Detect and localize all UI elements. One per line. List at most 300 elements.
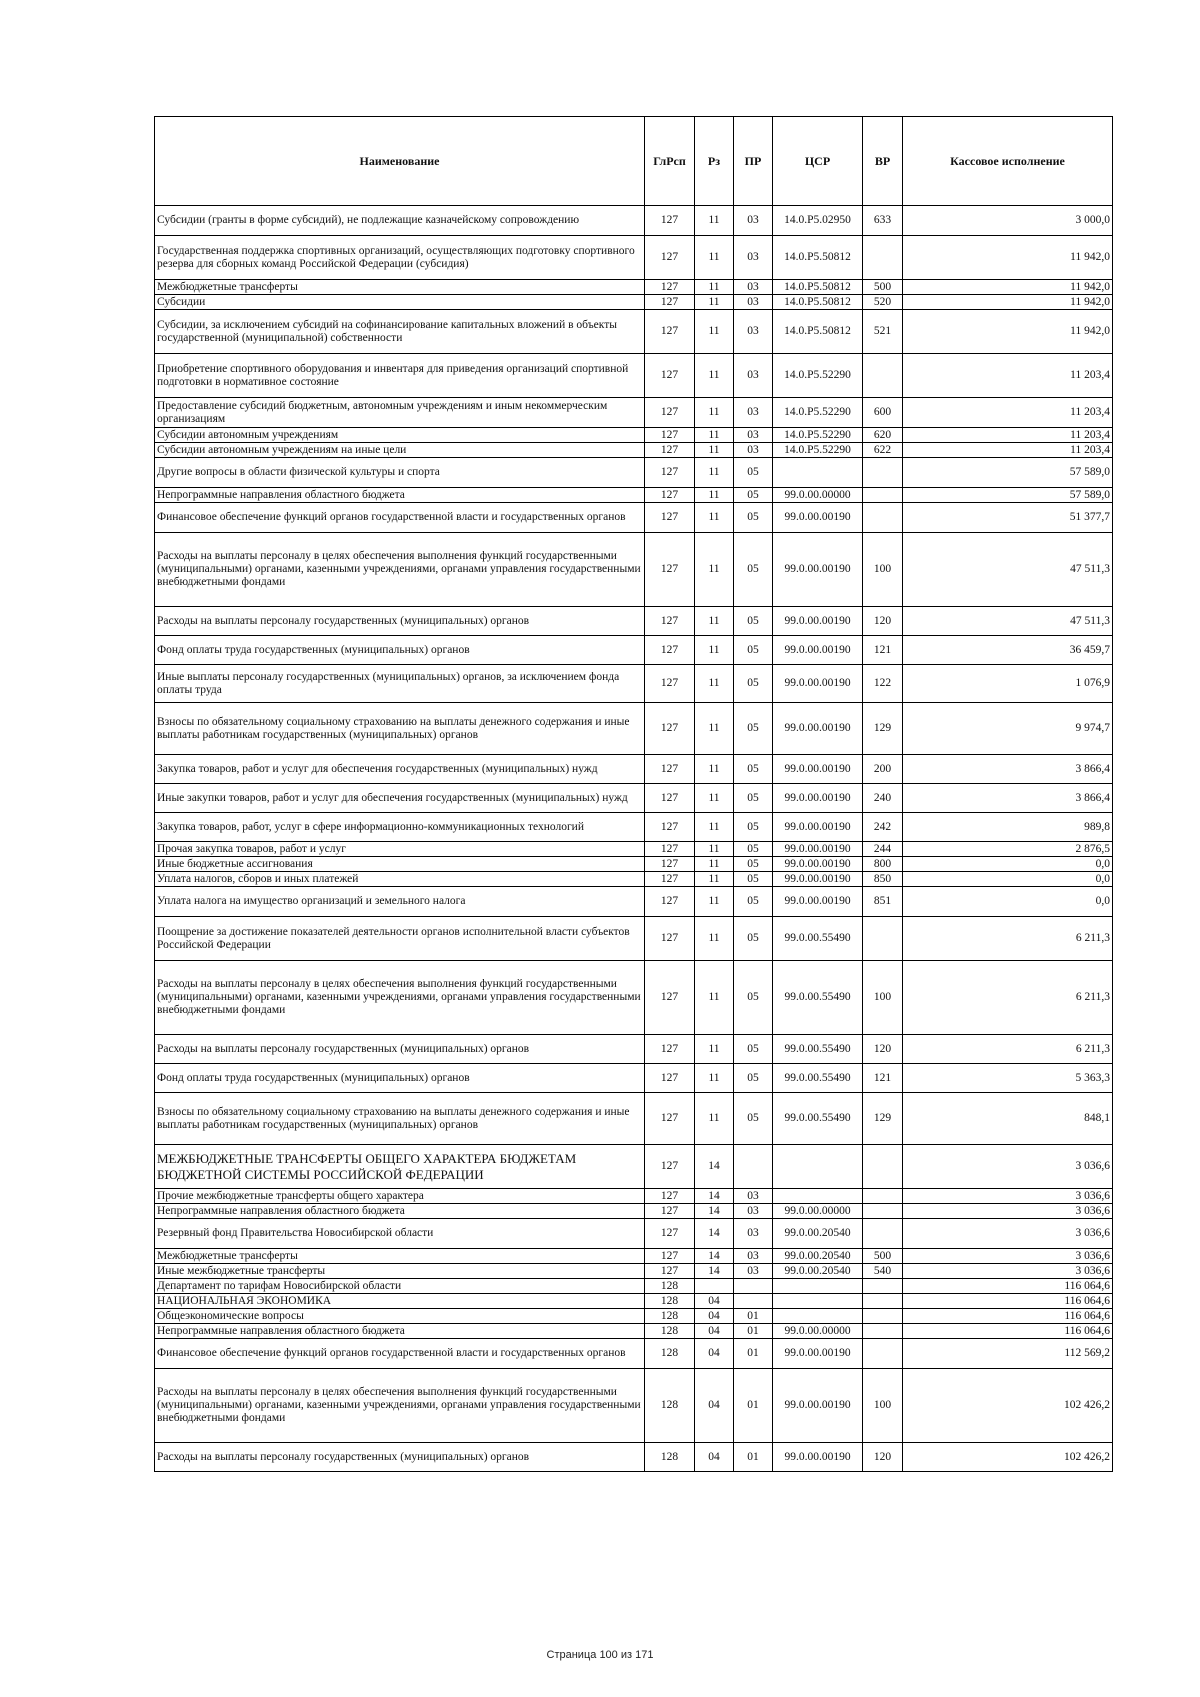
cell-csr: 99.0.00.55490 <box>773 961 863 1035</box>
cell-vr <box>863 458 903 488</box>
cell-vr <box>863 917 903 961</box>
cell-rz: 04 <box>695 1324 734 1339</box>
cell-pr <box>734 1294 773 1309</box>
cell-glrsp: 127 <box>645 1264 695 1279</box>
cell-vr: 120 <box>863 1443 903 1472</box>
cell-glrsp: 127 <box>645 1035 695 1064</box>
cell-rz: 11 <box>695 842 734 857</box>
cell-rz: 14 <box>695 1189 734 1204</box>
cell-pr: 05 <box>734 813 773 842</box>
cell-amount: 0,0 <box>903 857 1113 872</box>
cell-name: Иные бюджетные ассигнования <box>155 857 645 872</box>
cell-rz: 11 <box>695 813 734 842</box>
table-row <box>155 607 1113 636</box>
cell-amount: 36 459,7 <box>903 636 1113 665</box>
cell-name: Департамент по тарифам Новосибирской области <box>155 1279 645 1294</box>
table-row <box>155 533 1113 607</box>
table-header-row <box>155 117 1113 206</box>
cell-glrsp: 128 <box>645 1369 695 1443</box>
cell-amount: 6 211,3 <box>903 1035 1113 1064</box>
cell-glrsp: 127 <box>645 443 695 458</box>
table-row <box>155 1294 1113 1309</box>
cell-pr: 05 <box>734 784 773 813</box>
cell-amount: 57 589,0 <box>903 488 1113 503</box>
cell-pr: 03 <box>734 1189 773 1204</box>
cell-vr: 521 <box>863 310 903 354</box>
header-glrsp: ГлРсп <box>645 117 695 206</box>
cell-amount: 3 036,6 <box>903 1189 1113 1204</box>
cell-csr: 14.0.P5.52290 <box>773 398 863 428</box>
cell-vr <box>863 1145 903 1189</box>
cell-glrsp: 127 <box>645 354 695 398</box>
cell-csr: 99.0.00.00000 <box>773 1204 863 1219</box>
table-row <box>155 1145 1113 1189</box>
cell-amount: 11 942,0 <box>903 236 1113 280</box>
cell-amount: 47 511,3 <box>903 607 1113 636</box>
cell-csr: 99.0.00.00190 <box>773 872 863 887</box>
cell-glrsp: 127 <box>645 1249 695 1264</box>
cell-name: Субсидии (гранты в форме субсидий), не подлежащие казначейскому сопровождению <box>155 206 645 236</box>
cell-glrsp: 127 <box>645 488 695 503</box>
cell-rz: 14 <box>695 1249 734 1264</box>
table-row <box>155 488 1113 503</box>
table-row <box>155 961 1113 1035</box>
cell-glrsp: 127 <box>645 1145 695 1189</box>
cell-name: Иные межбюджетные трансферты <box>155 1264 645 1279</box>
cell-pr: 05 <box>734 842 773 857</box>
cell-pr: 01 <box>734 1443 773 1472</box>
table-row <box>155 1249 1113 1264</box>
cell-csr: 99.0.00.00190 <box>773 703 863 755</box>
table-row <box>155 1204 1113 1219</box>
cell-name: Иные выплаты персоналу государственных (муниципальных) органов, за исключением фонда оплаты труда <box>155 665 645 703</box>
page-total: 171 <box>635 1649 654 1661</box>
cell-vr: 633 <box>863 206 903 236</box>
cell-csr: 14.0.P5.02950 <box>773 206 863 236</box>
cell-name: Расходы на выплаты персоналу в целях обеспечения выполнения функций государственными (муниципальными) органами, казенными учреждениями, органами управления государственными внебюджетными фондами <box>155 1369 645 1443</box>
cell-amount: 116 064,6 <box>903 1324 1113 1339</box>
cell-csr: 99.0.00.00190 <box>773 887 863 917</box>
table-row <box>155 872 1113 887</box>
cell-pr: 03 <box>734 280 773 295</box>
cell-rz: 14 <box>695 1145 734 1189</box>
cell-vr <box>863 488 903 503</box>
cell-rz: 11 <box>695 428 734 443</box>
cell-rz: 04 <box>695 1443 734 1472</box>
cell-rz: 11 <box>695 354 734 398</box>
cell-pr: 03 <box>734 1204 773 1219</box>
cell-amount: 0,0 <box>903 872 1113 887</box>
cell-rz: 04 <box>695 1309 734 1324</box>
cell-rz: 11 <box>695 443 734 458</box>
cell-amount: 116 064,6 <box>903 1309 1113 1324</box>
cell-vr: 244 <box>863 842 903 857</box>
cell-vr <box>863 1339 903 1369</box>
cell-amount: 989,8 <box>903 813 1113 842</box>
cell-csr: 99.0.00.00190 <box>773 1443 863 1472</box>
cell-amount: 116 064,6 <box>903 1279 1113 1294</box>
cell-amount: 11 942,0 <box>903 280 1113 295</box>
cell-pr: 03 <box>734 354 773 398</box>
cell-rz: 11 <box>695 206 734 236</box>
cell-amount: 3 036,6 <box>903 1145 1113 1189</box>
cell-name: МЕЖБЮДЖЕТНЫЕ ТРАНСФЕРТЫ ОБЩЕГО ХАРАКТЕРА БЮДЖЕТАМ БЮДЖЕТНОЙ СИСТЕМЫ РОССИЙСКОЙ ФЕДЕРАЦИИ <box>155 1145 645 1189</box>
table-row <box>155 1264 1113 1279</box>
cell-glrsp: 127 <box>645 784 695 813</box>
table-row <box>155 236 1113 280</box>
cell-vr: 121 <box>863 1064 903 1093</box>
cell-csr: 99.0.00.00190 <box>773 784 863 813</box>
cell-amount: 11 942,0 <box>903 295 1113 310</box>
cell-glrsp: 127 <box>645 872 695 887</box>
table-row <box>155 1443 1113 1472</box>
cell-csr: 99.0.00.00190 <box>773 1369 863 1443</box>
cell-amount: 11 942,0 <box>903 310 1113 354</box>
cell-glrsp: 128 <box>645 1309 695 1324</box>
cell-pr: 05 <box>734 917 773 961</box>
cell-rz: 11 <box>695 295 734 310</box>
cell-name: Расходы на выплаты персоналу в целях обеспечения выполнения функций государственными (муниципальными) органами, казенными учреждениями, органами управления государственными внебюджетными фондами <box>155 961 645 1035</box>
cell-vr <box>863 1204 903 1219</box>
cell-csr: 99.0.00.00190 <box>773 533 863 607</box>
header-rz: Рз <box>695 117 734 206</box>
cell-name: Непрограммные направления областного бюджета <box>155 488 645 503</box>
cell-pr: 05 <box>734 1035 773 1064</box>
cell-csr: 14.0.P5.50812 <box>773 280 863 295</box>
cell-amount: 11 203,4 <box>903 443 1113 458</box>
cell-name: Другие вопросы в области физической культуры и спорта <box>155 458 645 488</box>
page-label: Страница <box>546 1649 597 1661</box>
cell-vr: 121 <box>863 636 903 665</box>
cell-pr: 05 <box>734 607 773 636</box>
cell-glrsp: 128 <box>645 1324 695 1339</box>
cell-pr: 03 <box>734 310 773 354</box>
cell-amount: 5 363,3 <box>903 1064 1113 1093</box>
cell-name: Государственная поддержка спортивных организаций, осуществляющих подготовку спортивного резерва для сборных команд Российской Федерации (субсидия) <box>155 236 645 280</box>
cell-name: Расходы на выплаты персоналу государственных (муниципальных) органов <box>155 1035 645 1064</box>
cell-rz <box>695 1279 734 1294</box>
cell-vr: 240 <box>863 784 903 813</box>
cell-pr: 05 <box>734 503 773 533</box>
cell-rz: 11 <box>695 703 734 755</box>
cell-csr <box>773 458 863 488</box>
cell-csr: 14.0.P5.50812 <box>773 236 863 280</box>
cell-csr: 14.0.P5.52290 <box>773 443 863 458</box>
cell-vr: 600 <box>863 398 903 428</box>
cell-amount: 116 064,6 <box>903 1294 1113 1309</box>
cell-glrsp: 127 <box>645 813 695 842</box>
cell-csr: 99.0.00.20540 <box>773 1219 863 1249</box>
cell-csr: 14.0.P5.50812 <box>773 310 863 354</box>
cell-name: Уплата налога на имущество организаций и земельного налога <box>155 887 645 917</box>
cell-glrsp: 128 <box>645 1294 695 1309</box>
cell-pr: 05 <box>734 488 773 503</box>
cell-amount: 11 203,4 <box>903 354 1113 398</box>
table-row <box>155 703 1113 755</box>
table-row <box>155 1064 1113 1093</box>
cell-rz: 11 <box>695 961 734 1035</box>
cell-name: Расходы на выплаты персоналу государственных (муниципальных) органов <box>155 607 645 636</box>
cell-name: Непрограммные направления областного бюджета <box>155 1324 645 1339</box>
cell-pr: 01 <box>734 1309 773 1324</box>
cell-amount: 1 076,9 <box>903 665 1113 703</box>
table-row <box>155 784 1113 813</box>
cell-glrsp: 127 <box>645 961 695 1035</box>
cell-vr: 500 <box>863 1249 903 1264</box>
cell-glrsp: 128 <box>645 1279 695 1294</box>
cell-vr: 242 <box>863 813 903 842</box>
budget-execution-table <box>154 116 1113 1472</box>
cell-name: Непрограммные направления областного бюджета <box>155 1204 645 1219</box>
cell-name: Финансовое обеспечение функций органов государственной власти и государственных органов <box>155 503 645 533</box>
cell-csr <box>773 1189 863 1204</box>
cell-rz: 11 <box>695 398 734 428</box>
cell-glrsp: 127 <box>645 236 695 280</box>
cell-name: Поощрение за достижение показателей деятельности органов исполнительной власти субъектов Российской Федерации <box>155 917 645 961</box>
cell-amount: 9 974,7 <box>903 703 1113 755</box>
cell-rz: 11 <box>695 488 734 503</box>
cell-pr: 03 <box>734 1264 773 1279</box>
cell-name: Фонд оплаты труда государственных (муниципальных) органов <box>155 1064 645 1093</box>
cell-name: Расходы на выплаты персоналу государственных (муниципальных) органов <box>155 1443 645 1472</box>
cell-name: Субсидии автономным учреждениям <box>155 428 645 443</box>
cell-rz: 11 <box>695 755 734 784</box>
cell-vr: 100 <box>863 1369 903 1443</box>
table-row <box>155 813 1113 842</box>
cell-csr: 99.0.00.00000 <box>773 1324 863 1339</box>
cell-pr: 01 <box>734 1339 773 1369</box>
cell-vr: 622 <box>863 443 903 458</box>
cell-amount: 6 211,3 <box>903 917 1113 961</box>
cell-rz: 14 <box>695 1219 734 1249</box>
cell-csr <box>773 1309 863 1324</box>
cell-pr: 03 <box>734 295 773 310</box>
table-row <box>155 443 1113 458</box>
header-amount: Кассовое исполнение <box>903 117 1113 206</box>
cell-glrsp: 127 <box>645 703 695 755</box>
cell-pr: 05 <box>734 857 773 872</box>
cell-vr: 850 <box>863 872 903 887</box>
cell-rz: 11 <box>695 236 734 280</box>
cell-vr: 500 <box>863 280 903 295</box>
cell-vr <box>863 1294 903 1309</box>
cell-csr: 99.0.00.00190 <box>773 607 863 636</box>
cell-pr: 03 <box>734 206 773 236</box>
cell-glrsp: 127 <box>645 755 695 784</box>
cell-rz: 11 <box>695 872 734 887</box>
cell-glrsp: 127 <box>645 428 695 443</box>
table-row <box>155 665 1113 703</box>
cell-pr: 03 <box>734 236 773 280</box>
cell-csr: 99.0.00.20540 <box>773 1249 863 1264</box>
cell-amount: 3 036,6 <box>903 1264 1113 1279</box>
cell-amount: 6 211,3 <box>903 961 1113 1035</box>
cell-rz: 11 <box>695 636 734 665</box>
cell-glrsp: 127 <box>645 636 695 665</box>
cell-amount: 102 426,2 <box>903 1369 1113 1443</box>
cell-amount: 0,0 <box>903 887 1113 917</box>
cell-vr <box>863 1189 903 1204</box>
cell-amount: 112 569,2 <box>903 1339 1113 1369</box>
cell-pr: 05 <box>734 872 773 887</box>
cell-csr: 99.0.00.55490 <box>773 1093 863 1145</box>
cell-vr: 851 <box>863 887 903 917</box>
cell-vr: 129 <box>863 1093 903 1145</box>
cell-csr: 99.0.00.00000 <box>773 488 863 503</box>
cell-pr: 05 <box>734 961 773 1035</box>
cell-name: Закупка товаров, работ, услуг в сфере информационно-коммуникационных технологий <box>155 813 645 842</box>
table-row <box>155 755 1113 784</box>
cell-csr: 99.0.00.00190 <box>773 503 863 533</box>
cell-name: Общеэкономические вопросы <box>155 1309 645 1324</box>
cell-pr <box>734 1145 773 1189</box>
cell-glrsp: 127 <box>645 842 695 857</box>
page-footer <box>0 1649 1200 1661</box>
cell-amount: 3 036,6 <box>903 1204 1113 1219</box>
cell-pr: 03 <box>734 1219 773 1249</box>
cell-pr: 05 <box>734 665 773 703</box>
cell-rz: 04 <box>695 1369 734 1443</box>
cell-glrsp: 127 <box>645 1093 695 1145</box>
cell-rz: 11 <box>695 533 734 607</box>
cell-amount: 3 000,0 <box>903 206 1113 236</box>
table-row <box>155 1309 1113 1324</box>
table-row <box>155 917 1113 961</box>
cell-vr: 520 <box>863 295 903 310</box>
cell-pr <box>734 1279 773 1294</box>
cell-name: Приобретение спортивного оборудования и инвентаря для приведения организаций спортивной подготовки в нормативное состояние <box>155 354 645 398</box>
cell-amount: 47 511,3 <box>903 533 1113 607</box>
table-row <box>155 295 1113 310</box>
cell-name: Финансовое обеспечение функций органов государственной власти и государственных органов <box>155 1339 645 1369</box>
cell-name: Уплата налогов, сборов и иных платежей <box>155 872 645 887</box>
cell-vr <box>863 354 903 398</box>
cell-glrsp: 127 <box>645 917 695 961</box>
cell-amount: 102 426,2 <box>903 1443 1113 1472</box>
table-body <box>155 206 1113 1472</box>
table-row <box>155 1279 1113 1294</box>
cell-name: НАЦИОНАЛЬНАЯ ЭКОНОМИКА <box>155 1294 645 1309</box>
cell-pr: 05 <box>734 703 773 755</box>
cell-vr: 120 <box>863 1035 903 1064</box>
cell-csr: 99.0.00.00190 <box>773 857 863 872</box>
cell-csr: 14.0.P5.50812 <box>773 295 863 310</box>
cell-glrsp: 127 <box>645 310 695 354</box>
cell-glrsp: 127 <box>645 665 695 703</box>
cell-glrsp: 127 <box>645 607 695 636</box>
cell-pr: 03 <box>734 398 773 428</box>
cell-amount: 11 203,4 <box>903 398 1113 428</box>
cell-amount: 3 036,6 <box>903 1219 1113 1249</box>
cell-vr: 122 <box>863 665 903 703</box>
cell-name: Предоставление субсидий бюджетным, автономным учреждениям и иным некоммерческим организациям <box>155 398 645 428</box>
table-row <box>155 1339 1113 1369</box>
cell-pr: 01 <box>734 1369 773 1443</box>
cell-vr: 620 <box>863 428 903 443</box>
cell-rz: 11 <box>695 458 734 488</box>
cell-glrsp: 127 <box>645 533 695 607</box>
cell-pr: 05 <box>734 636 773 665</box>
cell-csr: 99.0.00.00190 <box>773 636 863 665</box>
cell-name: Межбюджетные трансферты <box>155 1249 645 1264</box>
table-row <box>155 842 1113 857</box>
table-row <box>155 458 1113 488</box>
cell-rz: 11 <box>695 857 734 872</box>
table-row <box>155 1369 1113 1443</box>
cell-rz: 11 <box>695 917 734 961</box>
header-pr: ПР <box>734 117 773 206</box>
cell-glrsp: 127 <box>645 503 695 533</box>
cell-name: Межбюджетные трансферты <box>155 280 645 295</box>
cell-vr <box>863 1309 903 1324</box>
cell-vr: 540 <box>863 1264 903 1279</box>
cell-csr: 99.0.00.55490 <box>773 917 863 961</box>
cell-csr: 99.0.00.55490 <box>773 1035 863 1064</box>
table-row <box>155 1324 1113 1339</box>
cell-pr: 03 <box>734 443 773 458</box>
page-of-label: из <box>620 1649 633 1661</box>
cell-rz: 04 <box>695 1294 734 1309</box>
table-row <box>155 206 1113 236</box>
cell-vr: 100 <box>863 961 903 1035</box>
cell-vr: 800 <box>863 857 903 872</box>
cell-csr: 99.0.00.00190 <box>773 813 863 842</box>
page-number: 100 <box>599 1649 618 1661</box>
cell-pr: 03 <box>734 428 773 443</box>
table-row <box>155 636 1113 665</box>
cell-amount: 3 866,4 <box>903 784 1113 813</box>
cell-name: Расходы на выплаты персоналу в целях обеспечения выполнения функций государственными (муниципальными) органами, казенными учреждениями, органами управления государственными внебюджетными фондами <box>155 533 645 607</box>
cell-vr: 100 <box>863 533 903 607</box>
cell-name: Субсидии <box>155 295 645 310</box>
header-csr: ЦСР <box>773 117 863 206</box>
cell-amount: 3 866,4 <box>903 755 1113 784</box>
cell-rz: 11 <box>695 1064 734 1093</box>
cell-pr: 05 <box>734 1064 773 1093</box>
cell-amount: 11 203,4 <box>903 428 1113 443</box>
cell-glrsp: 127 <box>645 1204 695 1219</box>
cell-pr: 05 <box>734 1093 773 1145</box>
cell-glrsp: 127 <box>645 458 695 488</box>
cell-csr <box>773 1279 863 1294</box>
cell-name: Прочая закупка товаров, работ и услуг <box>155 842 645 857</box>
cell-vr <box>863 1219 903 1249</box>
header-vr: ВР <box>863 117 903 206</box>
cell-csr: 99.0.00.55490 <box>773 1064 863 1093</box>
cell-amount: 2 876,5 <box>903 842 1113 857</box>
cell-glrsp: 127 <box>645 398 695 428</box>
cell-amount: 3 036,6 <box>903 1249 1113 1264</box>
cell-rz: 14 <box>695 1204 734 1219</box>
table-row <box>155 887 1113 917</box>
cell-glrsp: 128 <box>645 1443 695 1472</box>
cell-csr: 99.0.00.00190 <box>773 755 863 784</box>
cell-rz: 11 <box>695 1035 734 1064</box>
cell-glrsp: 127 <box>645 280 695 295</box>
table-row <box>155 1189 1113 1204</box>
table-row <box>155 310 1113 354</box>
cell-rz: 11 <box>695 607 734 636</box>
cell-vr <box>863 236 903 280</box>
cell-amount: 51 377,7 <box>903 503 1113 533</box>
table-row <box>155 1219 1113 1249</box>
cell-rz: 11 <box>695 310 734 354</box>
table-row <box>155 503 1113 533</box>
cell-pr: 05 <box>734 533 773 607</box>
table-row <box>155 1093 1113 1145</box>
cell-csr: 14.0.P5.52290 <box>773 428 863 443</box>
cell-glrsp: 127 <box>645 857 695 872</box>
